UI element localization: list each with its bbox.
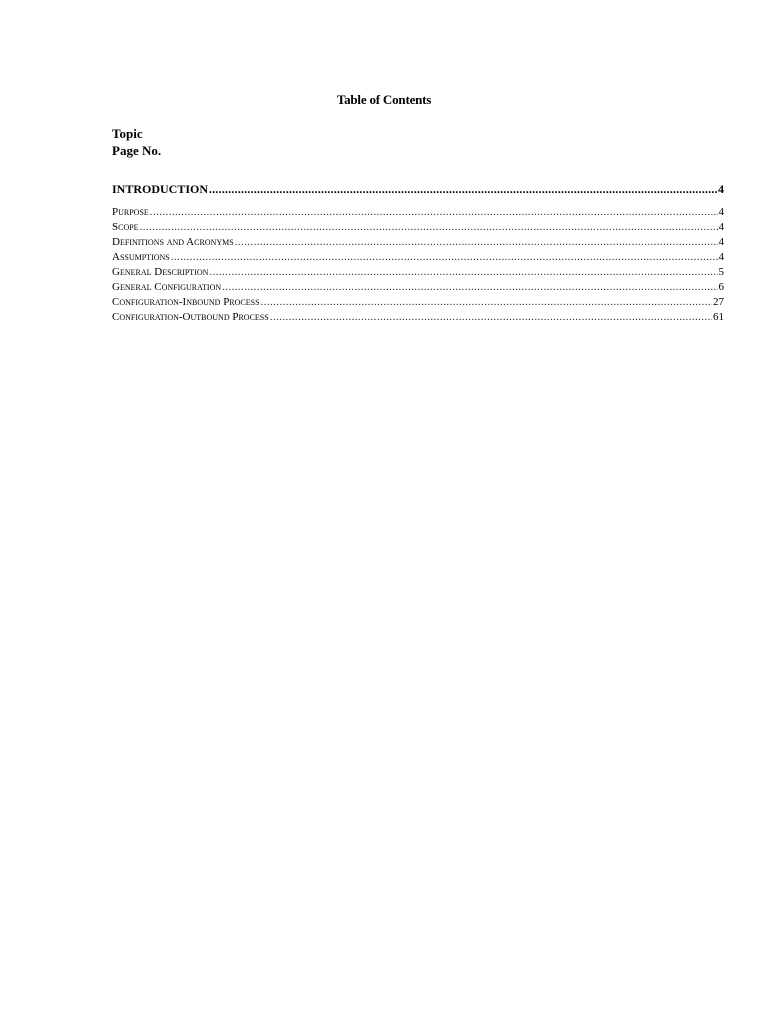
toc-entry-general-configuration[interactable] xyxy=(112,281,724,293)
toc-entry-configuration-inbound-process[interactable] xyxy=(112,296,724,308)
toc-entry-purpose[interactable] xyxy=(112,206,724,218)
toc-entry-page: 61 xyxy=(713,311,724,323)
dot-leader xyxy=(209,266,717,278)
toc-entry-page: 4 xyxy=(718,206,724,218)
toc-entry-label: General Description xyxy=(112,266,209,278)
toc-entry-scope[interactable] xyxy=(112,221,724,233)
dot-leader xyxy=(235,236,718,248)
toc-entry-label: General Configuration xyxy=(112,281,222,293)
toc-entry-label: Assumptions xyxy=(112,251,170,263)
dot-leader xyxy=(140,221,718,233)
toc-entry-page: 4 xyxy=(718,251,724,263)
toc-entry-page: 4 xyxy=(718,221,724,233)
dot-leader xyxy=(150,206,718,218)
dot-leader xyxy=(270,311,712,323)
toc-entry-label: Scope xyxy=(112,221,139,233)
toc-entry-introduction[interactable] xyxy=(112,182,724,197)
dot-leader xyxy=(171,251,718,263)
toc-entry-label: INTRODUCTION xyxy=(112,182,209,196)
toc-entry-page: 4 xyxy=(718,236,724,248)
toc-entry-label: Configuration-Inbound Process xyxy=(112,296,260,308)
topic-heading: Topic xyxy=(112,126,143,141)
toc-entry-page: 27 xyxy=(713,296,724,308)
toc-entry-general-description[interactable] xyxy=(112,266,724,278)
toc-entry-label: Definitions and Acronyms xyxy=(112,236,234,248)
toc-entry-label: Configuration-Outbound Process xyxy=(112,311,269,323)
page-number-heading: Page No. xyxy=(112,143,162,158)
toc-entry-assumptions[interactable] xyxy=(112,251,724,263)
toc-entry-page: 6 xyxy=(718,281,724,293)
toc-title: Table of Contents xyxy=(336,92,432,107)
dot-leader xyxy=(209,182,717,197)
toc-entry-label: Purpose xyxy=(112,206,149,218)
toc-entry-page: 4 xyxy=(718,182,724,196)
toc-entry-definitions-and-acronyms[interactable] xyxy=(112,236,724,248)
toc-entry-configuration-outbound-process[interactable] xyxy=(112,311,724,323)
dot-leader xyxy=(222,281,717,293)
dot-leader xyxy=(261,296,712,308)
toc-entry-page: 5 xyxy=(718,266,724,278)
